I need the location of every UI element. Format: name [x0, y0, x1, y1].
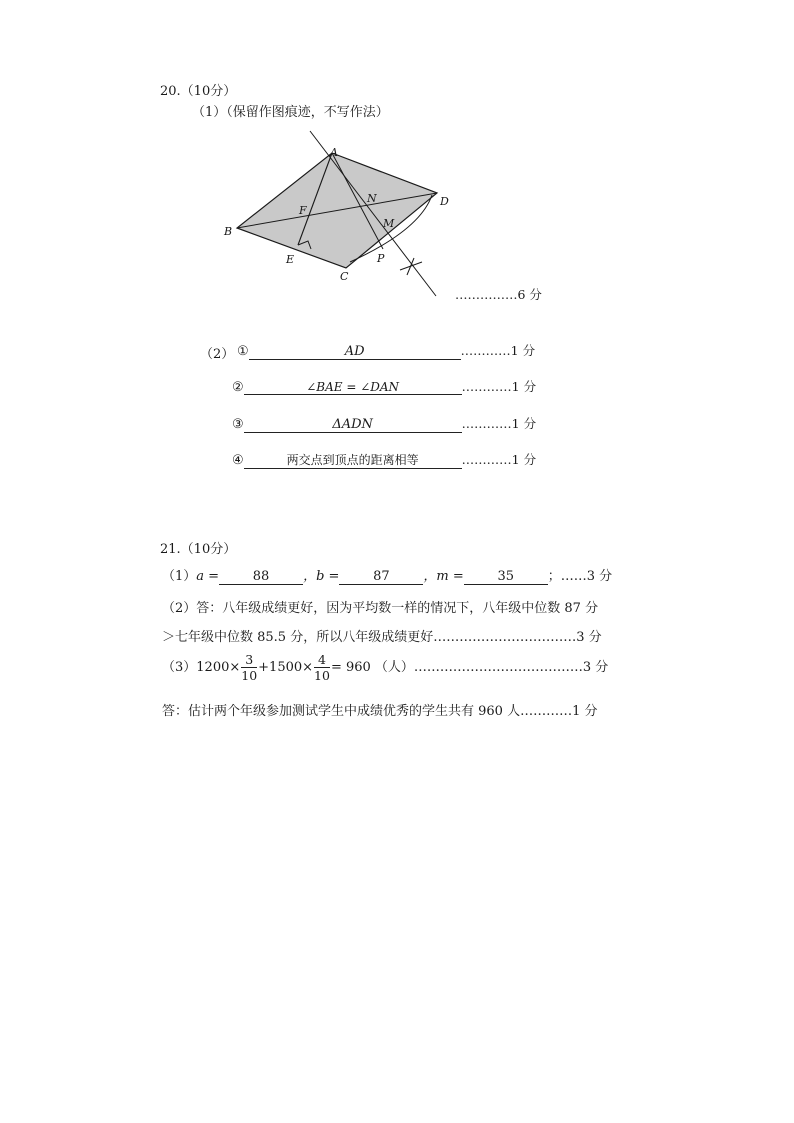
item-number: ④ [232, 453, 244, 468]
part1-prefix: （1） [162, 569, 197, 584]
a-label: a = [196, 569, 220, 584]
item-score: …………1 分 [461, 416, 537, 431]
fraction-2-numerator: 4 [314, 652, 330, 668]
b-label: ，b = [303, 569, 340, 584]
point-label-e: E [286, 253, 295, 266]
part3-result: = 960 （人）…………………………………3 分 [330, 660, 609, 675]
item-number: ① [237, 344, 249, 359]
q20-item-4 [232, 450, 536, 469]
a-value: 88 [219, 569, 303, 585]
q21-part2-line1: （2）答：八年级成绩更好，因为平均数一样的情况下，八年级中位数 87 分 [162, 601, 599, 616]
answer-blank: 两交点到顶点的距离相等 [244, 451, 462, 469]
fraction-2-denominator: 10 [314, 668, 330, 683]
q21-part2-line2: ＞七年级中位数 85.5 分，所以八年级成绩更好……………………………3 分 [162, 630, 602, 645]
point-label-d: D [440, 195, 449, 208]
point-label-p: P [377, 252, 385, 265]
q20-item-2 [232, 377, 536, 395]
b-value: 87 [339, 569, 423, 585]
q20-part2-label: （2） [200, 347, 235, 362]
q21-header: 21.（10分） [160, 542, 237, 557]
point-label-a: A [330, 146, 338, 159]
q20-item-3 [232, 414, 536, 433]
fraction-1-numerator: 3 [241, 652, 257, 668]
m-label: ，m = [423, 569, 464, 584]
item-score: …………1 分 [461, 379, 537, 394]
fraction-1-denominator: 10 [241, 668, 258, 683]
answer-blank: AD [249, 344, 461, 360]
part3-prefix: （3）1200× [162, 660, 241, 675]
part1-score: ；……3 分 [547, 569, 613, 584]
q20-header: 20.（10分） [160, 84, 237, 99]
point-label-f: F [299, 204, 307, 217]
point-label-c: C [340, 270, 349, 283]
q20-item-1 [237, 341, 535, 360]
q20-part1-score: ……………6 分 [455, 287, 542, 302]
m-value: 35 [464, 569, 548, 585]
answer-blank: ΔADN [244, 417, 462, 433]
item-number: ③ [232, 417, 244, 432]
q20-part1-label: （1）（保留作图痕迹，不写作法） [192, 105, 389, 120]
item-score: …………1 分 [461, 452, 537, 467]
fraction-2 [314, 652, 330, 683]
point-label-b: B [224, 225, 233, 238]
q21-conclusion: 答：估计两个年级参加测试学生中成绩优秀的学生共有 960 人…………1 分 [162, 704, 598, 719]
fraction-1 [241, 652, 257, 683]
answer-blank: ∠BAE = ∠DAN [244, 380, 462, 395]
point-label-m: M [383, 217, 395, 230]
q21-part1 [162, 565, 612, 585]
q21-part3 [162, 652, 608, 683]
point-label-n: N [367, 192, 377, 205]
item-score: …………1 分 [460, 343, 536, 358]
item-number: ② [232, 380, 244, 395]
geometry-figure [0, 0, 794, 320]
part3-mid: +1500× [258, 660, 314, 675]
